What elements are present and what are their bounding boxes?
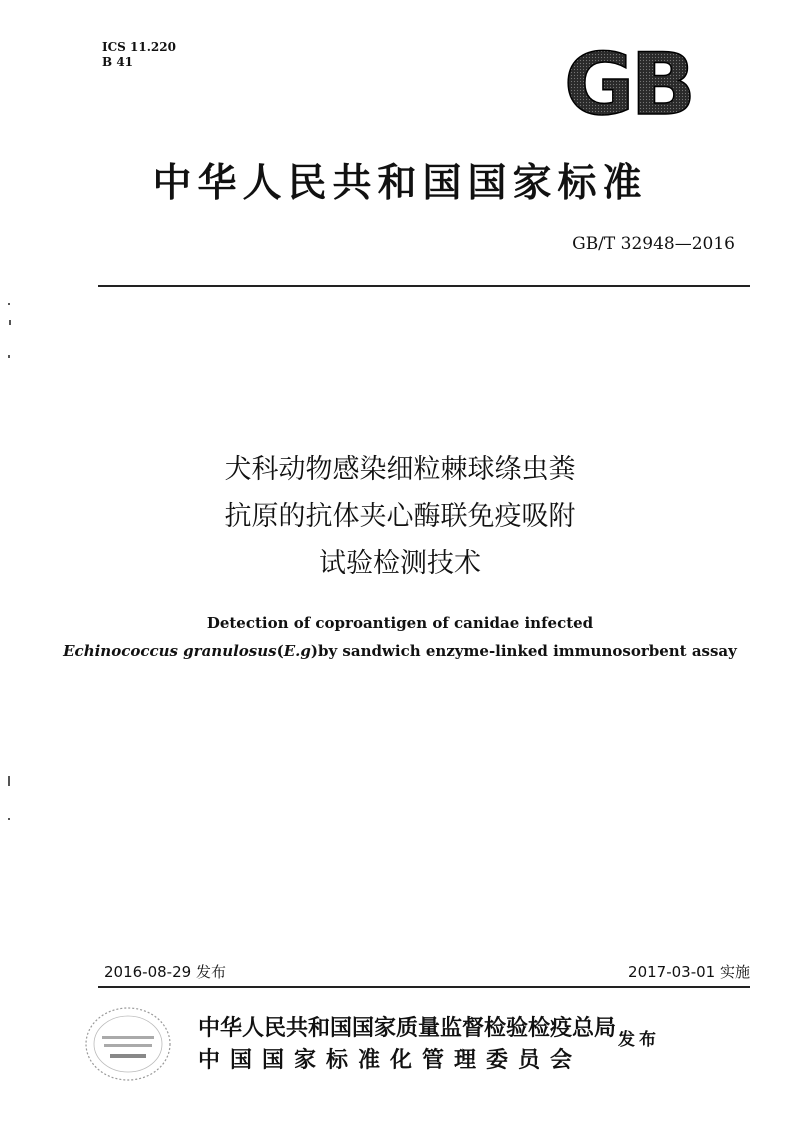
species-abbrev: E.g: [283, 642, 311, 660]
issuer-sac: 中国国家标准化管理委员会: [198, 1047, 583, 1073]
top-divider: [98, 285, 750, 287]
standard-title: 中华人民共和国国家标准: [152, 160, 648, 206]
chinese-title: [0, 446, 800, 587]
chinese-title-line: 试验检测技术: [319, 548, 481, 579]
bottom-divider: [98, 986, 750, 988]
ics-code: ICS 11.220: [102, 40, 176, 54]
method-name: by sandwich enzyme-linked immunosorbent assay: [317, 642, 737, 660]
english-title: [0, 609, 800, 665]
english-title-line1: Detection of coproantigen of canidae infected: [206, 614, 594, 632]
scan-speck: [9, 320, 11, 325]
scan-speck: [8, 355, 10, 358]
chinese-title-line: 犬科动物感染细粒棘球绦虫粪: [224, 454, 576, 485]
issuing-authorities: [198, 1012, 618, 1076]
species-name: Echinococcus granulosus: [63, 642, 277, 660]
scan-speck: [8, 303, 10, 305]
classification-codes: [102, 40, 176, 70]
anti-counterfeit-seal: [80, 1002, 176, 1092]
english-title-line2: Echinococcus granulosus(E.g)by sandwich enzyme-linked immunosorbent assay: [63, 642, 737, 660]
scan-speck: [8, 776, 10, 786]
publish-label: 发布: [618, 1030, 660, 1050]
standard-code: GB/T 32948—2016: [572, 234, 735, 254]
chinese-title-line: 抗原的抗体夹心酶联免疫吸附: [224, 501, 576, 532]
ccs-code: B 41: [102, 55, 134, 69]
issuer-aqsiq: 中华人民共和国国家质量监督检验检疫总局: [198, 1015, 617, 1041]
implementation-date: 2017-03-01 实施: [628, 963, 750, 981]
scan-speck: [8, 818, 10, 820]
release-date: 2016-08-29 发布: [104, 963, 226, 981]
gb-logo: [552, 44, 704, 124]
gb-logo-text: GB: [563, 44, 693, 124]
